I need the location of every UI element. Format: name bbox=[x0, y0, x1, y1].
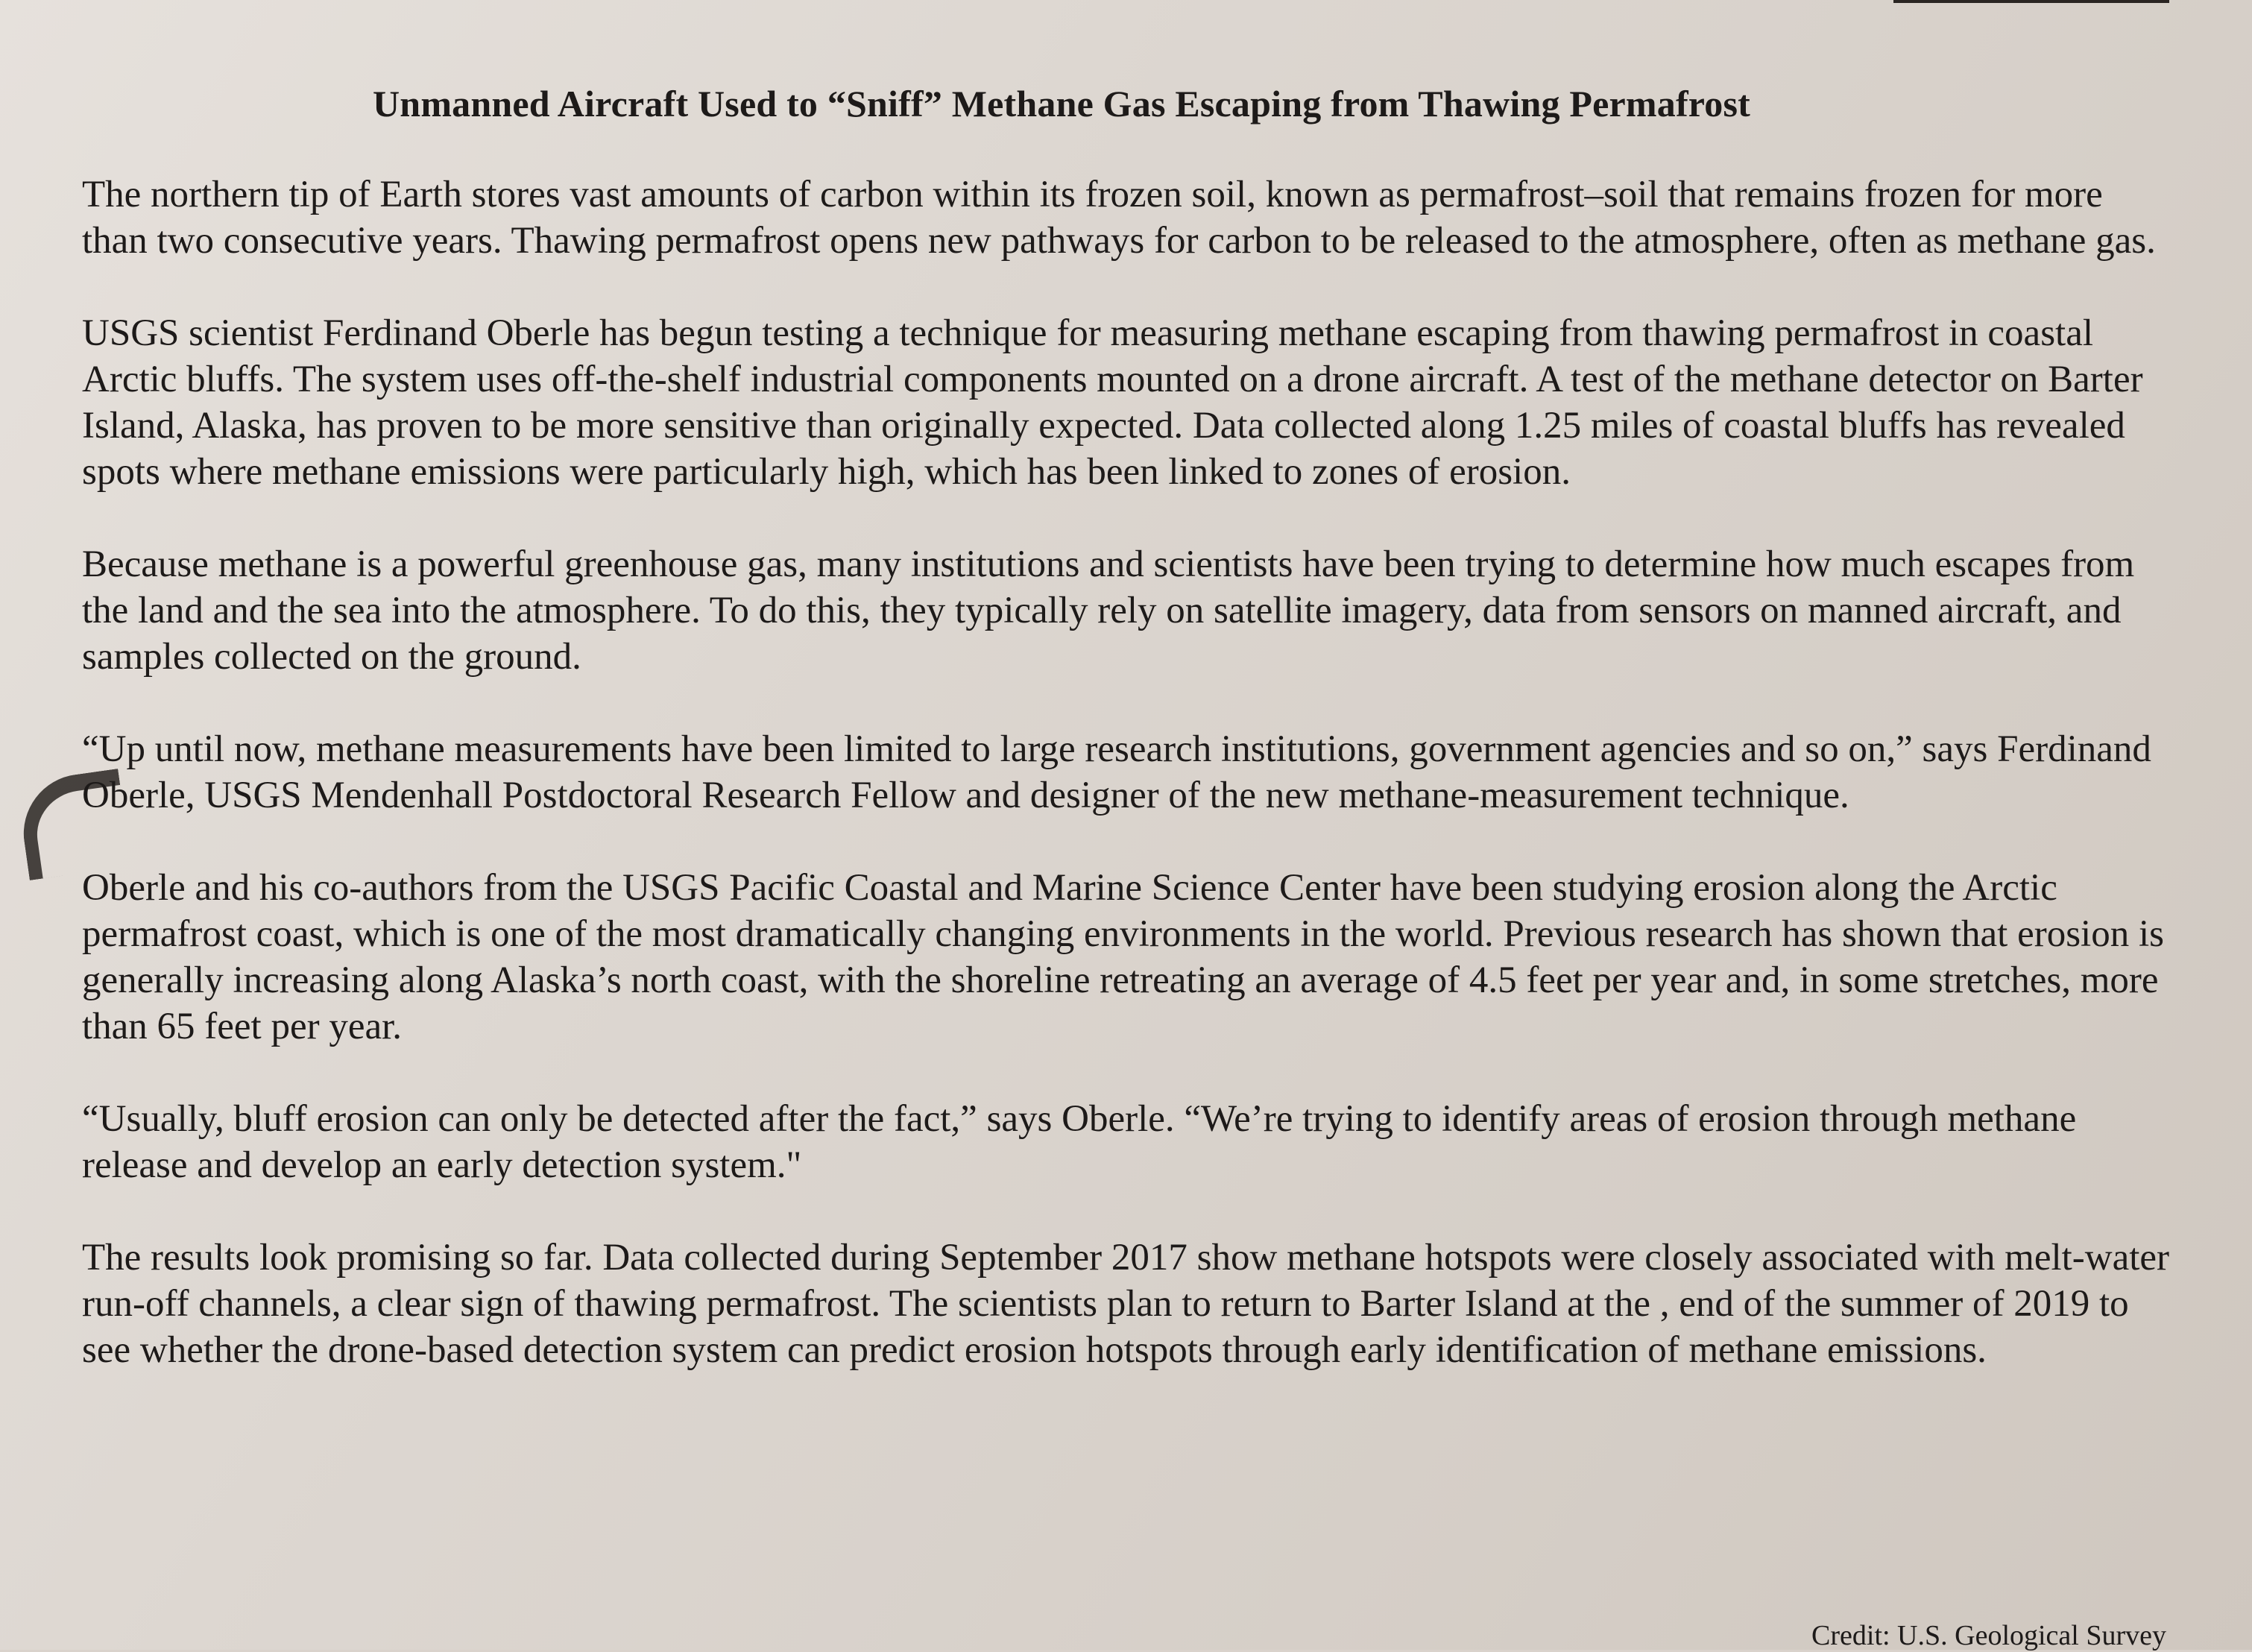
article-body bbox=[82, 171, 2177, 1419]
paragraph-quote-measurements: “Up until now, methane measurements have been limited to large research institutions, government agencies and so on,” says Ferdinand Oberle, USGS Mendenhall Postdoctoral Research Fellow and designer of the new methane-measurement technique. bbox=[82, 728, 2151, 816]
article-title: Unmanned Aircraft Used to “Sniff” Methane Gas Escaping from Thawing Permafrost bbox=[373, 83, 1750, 124]
paragraph-usgs-scientist: USGS scientist Ferdinand Oberle has begun testing a technique for measuring methane escaping from thawing permafrost in coastal Arctic bluffs. The system uses off-the-shelf industrial components mounted on a drone aircraft. A test of the methane detector on Barter Island, Alaska, has proven to be more sensitive than originally expected. Data collected along 1.25 miles of coastal bluffs has revealed spots where methane emissions were particularly high, which has been linked to zones of erosion. bbox=[82, 312, 2143, 493]
top-rule bbox=[1893, 0, 2169, 3]
paragraph-coauthors: Oberle and his co-authors from the USGS Pacific Coastal and Marine Science Center have been studying erosion along the Arctic permafrost coast, which is one of the most dramatically changing environments in the world. Previous research has shown that erosion is generally increasing along Alaska’s north coast, with the shoreline retreating an average of 4.5 feet per year and, in some stretches, more than 65 feet per year. bbox=[82, 867, 2164, 1047]
paragraph-results: The results look promising so far. Data collected during September 2017 show methane hotspots were closely associated with melt-water run-off channels, a clear sign of thawing permafrost. The scientists plan to return to Barter Island at the , end of the summer of 2019 to see whether the drone-based detection system can predict erosion hotspots through early identification of methane emissions. bbox=[82, 1237, 2170, 1371]
paragraph-intro: The northern tip of Earth stores vast amounts of carbon within its frozen soil, known as permafrost–soil that remains frozen for more than two consecutive years. Thawing permafrost opens new pathways for carbon to be released to the atmosphere, often as methane gas. bbox=[82, 174, 2156, 262]
paragraph-methane-greenhouse: Because methane is a powerful greenhouse gas, many institutions and scientists have been trying to determine how much escapes from the land and the sea into the atmosphere. To do this, they typically rely on satellite imagery, data from sensors on manned aircraft, and samples collected on the ground. bbox=[82, 543, 2135, 678]
credit-line: Credit: U.S. Geological Survey bbox=[1811, 1620, 2166, 1651]
paragraph-quote-erosion: “Usually, bluff erosion can only be detected after the fact,” says Oberle. “We’re trying to identify areas of erosion through methane release and develop an early detection system." bbox=[82, 1098, 2077, 1186]
